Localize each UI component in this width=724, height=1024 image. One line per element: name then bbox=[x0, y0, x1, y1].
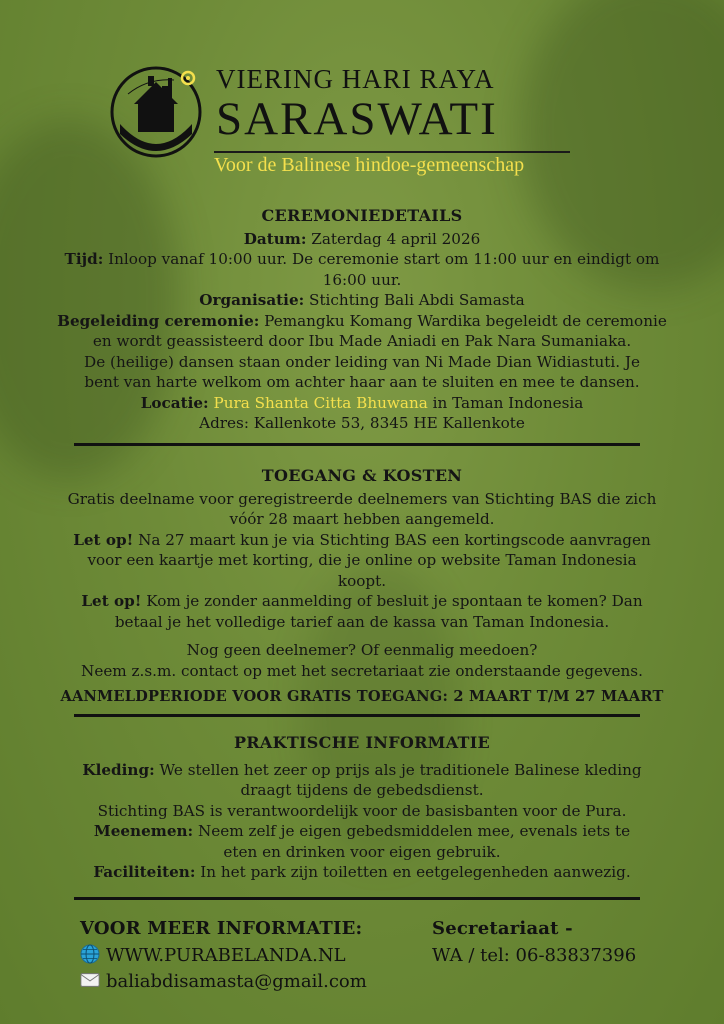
access-section bbox=[24, 466, 700, 708]
secretariat-label: Secretariaat - bbox=[432, 918, 573, 939]
bring-line-2: eten en drinken voor eigen gebruik. bbox=[223, 842, 501, 861]
free-line-2: vóór 28 maart hebben aangemeld. bbox=[229, 510, 495, 528]
time-line-2: 16:00 uur. bbox=[322, 270, 402, 289]
ceremony-heading: CEREMONIEDETAILS bbox=[261, 206, 463, 225]
email-row bbox=[80, 969, 367, 995]
facilities-line: Faciliteiten: In het park zijn toiletten en eetgelegenheden aanwezig. bbox=[93, 863, 631, 881]
practical-section bbox=[24, 733, 700, 883]
ceremony-section bbox=[24, 206, 700, 434]
practical-heading: PRAKTISCHE INFORMATIE bbox=[233, 733, 491, 752]
section-divider-2 bbox=[74, 714, 640, 717]
note1-line-2: voor een kaartje met korting, die je online op website Taman Indonesia bbox=[87, 551, 637, 569]
clothing-line-3: Stichting BAS is verantwoordelijk voor de basisbanten voor de Pura. bbox=[97, 801, 627, 820]
event-title-line1: VIERING HARI RAYA bbox=[216, 64, 495, 94]
globe-icon bbox=[80, 944, 100, 964]
email-link[interactable]: baliabdisamasta@gmail.com bbox=[106, 971, 367, 992]
location-place: Pura Shanta Citta Bhuwana bbox=[213, 393, 428, 412]
note2-line-1: Let op! Kom je zonder aanmelding of besluit je spontaan te komen? Dan bbox=[81, 592, 643, 610]
section-divider-1 bbox=[74, 443, 640, 446]
footer-info bbox=[80, 918, 367, 995]
access-heading: TOEGANG & KOSTEN bbox=[261, 466, 463, 485]
phone-number[interactable]: WA / tel: 06-83837396 bbox=[432, 945, 637, 966]
event-title-line2: SARASWATI bbox=[216, 93, 498, 145]
contact-line-2: Neem z.s.m. contact op met het secretariaat zie onderstaande gegevens. bbox=[81, 661, 643, 680]
note1-line-3: koopt. bbox=[337, 571, 387, 590]
bring-line-1: Meenemen: Neem zelf je eigen gebedsmiddelen mee, evenals iets te bbox=[93, 822, 631, 840]
event-subtitle: Voor de Balinese hindoe-gemeenschap bbox=[214, 154, 525, 176]
registration-period: AANMELDPERIODE VOOR GRATIS TOEGANG: 2 MAART T/M 27 MAART bbox=[60, 688, 664, 705]
envelope-icon bbox=[80, 970, 100, 990]
guide-line-2: en wordt geassisteerd door Ibu Made Aniadi en Pak Nara Sumaniaka. bbox=[92, 332, 632, 350]
section-divider-3 bbox=[74, 897, 640, 900]
website-row bbox=[80, 943, 367, 969]
note1-line-1: Let op! Na 27 maart kun je via Stichting BAS een kortingscode aanvragen bbox=[73, 530, 651, 549]
organisation-line: Organisatie: Stichting Bali Abdi Samasta bbox=[199, 291, 525, 309]
address-line: Adres: Kallenkote 53, 8345 HE Kallenkote bbox=[199, 414, 525, 432]
clothing-line-1: Kleding: We stellen het zeer op prijs als je traditionele Balinese kleding bbox=[82, 760, 642, 779]
website-link[interactable]: WWW.PURABELANDA.NL bbox=[106, 945, 346, 966]
dance-line-1: De (heilige) dansen staan onder leiding van Ni Made Dian Widiastuti. Je bbox=[84, 352, 640, 371]
location-line: Locatie: Pura Shanta Citta Bhuwana in Taman Indonesia bbox=[140, 393, 584, 412]
contact-line-1: Nog geen deelnemer? Of eenmalig meedoen? bbox=[186, 641, 538, 659]
free-line-1: Gratis deelname voor geregistreerde deelnemers van Stichting BAS die zich bbox=[67, 489, 657, 508]
title-divider bbox=[214, 151, 570, 153]
note2-line-2: betaal je het volledige tarief aan de kassa van Taman Indonesia. bbox=[114, 612, 610, 631]
guide-line: Begeleiding ceremonie: Pemangku Komang Wardika begeleidt de ceremonie bbox=[57, 311, 667, 330]
bali-abdi-samasta-logo bbox=[108, 64, 204, 160]
date-line: Datum: Zaterdag 4 april 2026 bbox=[243, 229, 481, 248]
clothing-line-2: draagt tijdens de gebedsdienst. bbox=[240, 781, 484, 799]
dance-line-2: bent van harte welkom om achter haar aan te sluiten en mee te dansen. bbox=[84, 373, 640, 391]
secretariat-info bbox=[432, 918, 636, 969]
more-info-heading: VOOR MEER INFORMATIE: bbox=[80, 918, 363, 939]
time-line: Tijd: Inloop vanaf 10:00 uur. De ceremonie start om 11:00 uur en eindigt om bbox=[64, 250, 660, 268]
